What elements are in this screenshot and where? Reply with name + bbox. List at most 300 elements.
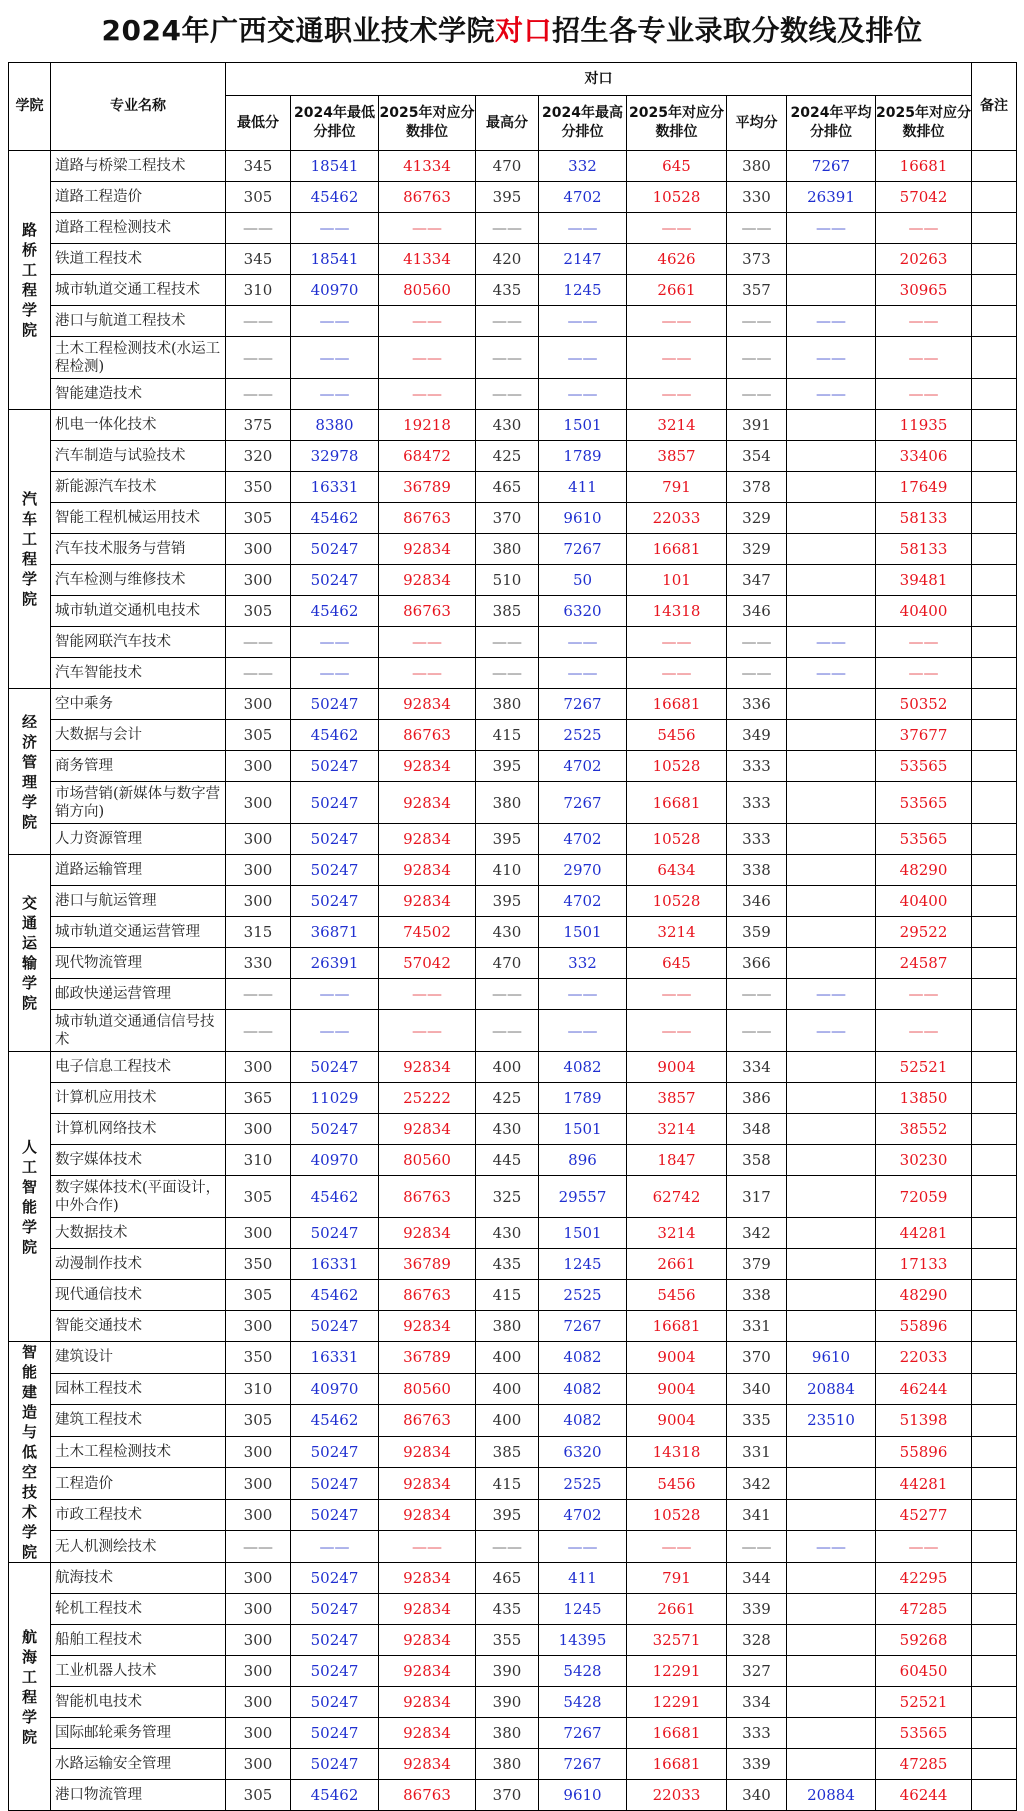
cell-min-rank-2025: —— [379, 306, 476, 337]
cell-max-rank-2024: 9610 [539, 503, 627, 534]
cell-max-rank-2025: —— [627, 306, 727, 337]
cell-note [972, 658, 1017, 689]
cell-min-rank-2025: 92834 [379, 534, 476, 565]
cell-avg-rank-2025: —— [876, 306, 972, 337]
cell-min-score: 300 [226, 751, 291, 782]
cell-note [972, 441, 1017, 472]
cell-avg-score: 379 [727, 1249, 787, 1280]
cell-avg-rank-2024: 9610 [787, 1342, 876, 1374]
cell-max-score: 415 [476, 1280, 539, 1311]
cell-min-score: 305 [226, 596, 291, 627]
cell-min-rank-2025: 86763 [379, 720, 476, 751]
major-name: 现代通信技术 [51, 1280, 226, 1311]
cell-avg-rank-2025: 33406 [876, 441, 972, 472]
cell-avg-rank-2025: 44281 [876, 1468, 972, 1500]
cell-avg-rank-2024 [787, 534, 876, 565]
cell-avg-score: —— [727, 379, 787, 410]
college-name: 路桥工程学院 [9, 151, 51, 410]
cell-min-rank-2025: 92834 [379, 1625, 476, 1656]
cell-avg-rank-2024 [787, 441, 876, 472]
cell-max-rank-2025: 645 [627, 948, 727, 979]
cell-avg-rank-2025: 30230 [876, 1145, 972, 1176]
cell-min-rank-2024: 50247 [291, 1218, 379, 1249]
cell-avg-rank-2024 [787, 503, 876, 534]
cell-avg-rank-2025: 53565 [876, 751, 972, 782]
cell-min-rank-2025: —— [379, 1010, 476, 1052]
cell-avg-rank-2025: 17649 [876, 472, 972, 503]
cell-max-score: 380 [476, 534, 539, 565]
cell-max-rank-2024: 7267 [539, 534, 627, 565]
major-name: 动漫制作技术 [51, 1249, 226, 1280]
cell-min-score: 315 [226, 917, 291, 948]
table-row [9, 1499, 1017, 1531]
cell-note [972, 1083, 1017, 1114]
major-name: 新能源汽车技术 [51, 472, 226, 503]
cell-avg-rank-2024 [787, 720, 876, 751]
cell-min-rank-2025: 80560 [379, 1373, 476, 1405]
cell-min-rank-2024: 36871 [291, 917, 379, 948]
major-name: 国际邮轮乘务管理 [51, 1718, 226, 1749]
cell-min-rank-2025: 36789 [379, 472, 476, 503]
cell-min-score: 300 [226, 1656, 291, 1687]
cell-max-score: 395 [476, 886, 539, 917]
cell-max-rank-2024: 7267 [539, 1749, 627, 1780]
cell-max-rank-2024: 411 [539, 472, 627, 503]
cell-note [972, 244, 1017, 275]
cell-min-rank-2025: 86763 [379, 503, 476, 534]
major-name: 机电一体化技术 [51, 410, 226, 441]
cell-avg-rank-2025: 17133 [876, 1249, 972, 1280]
cell-avg-score: 340 [727, 1373, 787, 1405]
cell-note [972, 720, 1017, 751]
cell-max-score: 435 [476, 275, 539, 306]
major-name: 道路运输管理 [51, 855, 226, 886]
major-name: 智能交通技术 [51, 1311, 226, 1342]
major-name: 无人机测绘技术 [51, 1531, 226, 1563]
cell-min-rank-2025: —— [379, 627, 476, 658]
cell-max-score: 430 [476, 1218, 539, 1249]
cell-max-score: 355 [476, 1625, 539, 1656]
cell-avg-score: 348 [727, 1114, 787, 1145]
cell-avg-rank-2024 [787, 1687, 876, 1718]
cell-max-rank-2024: 7267 [539, 689, 627, 720]
table-row [9, 337, 1017, 379]
cell-min-score: 305 [226, 1280, 291, 1311]
cell-avg-score: —— [727, 658, 787, 689]
college-name: 交通运输学院 [9, 855, 51, 1052]
cell-avg-rank-2025: 37677 [876, 720, 972, 751]
major-name: 智能工程机械运用技术 [51, 503, 226, 534]
cell-max-rank-2024: 7267 [539, 782, 627, 824]
cell-max-rank-2025: 5456 [627, 1280, 727, 1311]
cell-max-rank-2025: 16681 [627, 1311, 727, 1342]
cell-max-rank-2024: 1789 [539, 1083, 627, 1114]
major-name: 土木工程检测技术(水运工程检测) [51, 337, 226, 379]
cell-note [972, 182, 1017, 213]
cell-avg-rank-2024: —— [787, 627, 876, 658]
cell-avg-rank-2024: —— [787, 658, 876, 689]
cell-avg-score: 341 [727, 1499, 787, 1531]
cell-min-rank-2025: —— [379, 337, 476, 379]
cell-avg-rank-2024 [787, 1656, 876, 1687]
page-title [8, 0, 1016, 62]
cell-note [972, 337, 1017, 379]
cell-max-rank-2025: 3857 [627, 441, 727, 472]
cell-max-score: 390 [476, 1687, 539, 1718]
table-row [9, 1083, 1017, 1114]
cell-min-rank-2024: 18541 [291, 151, 379, 182]
cell-avg-score: 331 [727, 1436, 787, 1468]
cell-avg-rank-2024 [787, 751, 876, 782]
cell-avg-rank-2025: 48290 [876, 1280, 972, 1311]
cell-min-score: 305 [226, 1176, 291, 1218]
major-name: 城市轨道交通运营管理 [51, 917, 226, 948]
cell-avg-rank-2024 [787, 1249, 876, 1280]
cell-note [972, 503, 1017, 534]
cell-note [972, 1780, 1017, 1811]
cell-min-rank-2024: 8380 [291, 410, 379, 441]
table-row [9, 1687, 1017, 1718]
cell-avg-rank-2024 [787, 1468, 876, 1500]
cell-avg-rank-2025: 55896 [876, 1436, 972, 1468]
cell-note [972, 534, 1017, 565]
cell-note [972, 824, 1017, 855]
cell-avg-rank-2024 [787, 824, 876, 855]
cell-max-rank-2024: 4082 [539, 1342, 627, 1374]
cell-avg-score: 344 [727, 1563, 787, 1594]
cell-avg-rank-2025: 58133 [876, 534, 972, 565]
cell-min-score: 330 [226, 948, 291, 979]
cell-avg-rank-2025: 47285 [876, 1594, 972, 1625]
cell-avg-rank-2025: 29522 [876, 917, 972, 948]
cell-max-rank-2024: 14395 [539, 1625, 627, 1656]
table-row [9, 658, 1017, 689]
cell-min-rank-2024: 40970 [291, 1373, 379, 1405]
cell-avg-score: 334 [727, 1052, 787, 1083]
cell-min-score: —— [226, 306, 291, 337]
cell-avg-rank-2024 [787, 1436, 876, 1468]
cell-min-score: 305 [226, 1780, 291, 1811]
college-name: 经济管理学院 [9, 689, 51, 855]
cell-avg-score: 378 [727, 472, 787, 503]
cell-min-rank-2024: 40970 [291, 1145, 379, 1176]
cell-min-score: 300 [226, 1468, 291, 1500]
cell-min-rank-2025: 74502 [379, 917, 476, 948]
table-row [9, 306, 1017, 337]
cell-min-rank-2025: 86763 [379, 1176, 476, 1218]
cell-max-rank-2024: 4702 [539, 1499, 627, 1531]
cell-avg-rank-2025: 48290 [876, 855, 972, 886]
cell-min-rank-2024: 50247 [291, 1436, 379, 1468]
cell-avg-score: 354 [727, 441, 787, 472]
cell-min-rank-2025: 68472 [379, 441, 476, 472]
cell-max-rank-2025: 3214 [627, 1218, 727, 1249]
cell-max-rank-2025: 2661 [627, 275, 727, 306]
cell-avg-score: —— [727, 337, 787, 379]
major-name: 道路工程造价 [51, 182, 226, 213]
cell-max-rank-2025: 791 [627, 1563, 727, 1594]
cell-min-rank-2025: 25222 [379, 1083, 476, 1114]
cell-max-rank-2025: 22033 [627, 503, 727, 534]
cell-min-score: 300 [226, 782, 291, 824]
cell-avg-score: 327 [727, 1656, 787, 1687]
cell-avg-rank-2024: 20884 [787, 1373, 876, 1405]
cell-min-rank-2024: 50247 [291, 1468, 379, 1500]
major-name: 汽车检测与维修技术 [51, 565, 226, 596]
table-row [9, 1594, 1017, 1625]
cell-min-rank-2025: 92834 [379, 1436, 476, 1468]
cell-max-rank-2024: 4702 [539, 182, 627, 213]
cell-avg-rank-2024 [787, 1499, 876, 1531]
cell-avg-score: —— [727, 627, 787, 658]
cell-note [972, 1656, 1017, 1687]
major-name: 园林工程技术 [51, 1373, 226, 1405]
cell-max-rank-2025: 3214 [627, 410, 727, 441]
major-name: 计算机网络技术 [51, 1114, 226, 1145]
cell-max-score: 325 [476, 1176, 539, 1218]
cell-max-score: 380 [476, 689, 539, 720]
cell-max-rank-2024: 1501 [539, 1218, 627, 1249]
table-row [9, 244, 1017, 275]
cell-avg-score: 330 [727, 182, 787, 213]
cell-max-rank-2025: 12291 [627, 1687, 727, 1718]
cell-avg-score: 357 [727, 275, 787, 306]
cell-max-rank-2024: 2525 [539, 720, 627, 751]
cell-min-score: 300 [226, 1749, 291, 1780]
cell-avg-score: 347 [727, 565, 787, 596]
cell-note [972, 410, 1017, 441]
cell-min-rank-2024: 50247 [291, 1718, 379, 1749]
cell-max-rank-2024: 5428 [539, 1687, 627, 1718]
major-name: 城市轨道交通工程技术 [51, 275, 226, 306]
cell-min-rank-2024: 16331 [291, 472, 379, 503]
cell-min-score: 300 [226, 1436, 291, 1468]
cell-avg-rank-2024: —— [787, 379, 876, 410]
cell-note [972, 1718, 1017, 1749]
cell-avg-rank-2024: 20884 [787, 1780, 876, 1811]
cell-avg-rank-2025: —— [876, 627, 972, 658]
cell-max-rank-2025: 9004 [627, 1052, 727, 1083]
cell-note [972, 1594, 1017, 1625]
cell-max-rank-2025: —— [627, 627, 727, 658]
major-name: 市场营销(新媒体与数字营销方向) [51, 782, 226, 824]
cell-min-score: —— [226, 213, 291, 244]
cell-note [972, 275, 1017, 306]
major-name: 汽车智能技术 [51, 658, 226, 689]
table-row [9, 1342, 1017, 1374]
cell-note [972, 782, 1017, 824]
cell-min-rank-2024: —— [291, 627, 379, 658]
cell-min-score: 300 [226, 1687, 291, 1718]
cell-avg-rank-2025: —— [876, 1010, 972, 1052]
cell-note [972, 1280, 1017, 1311]
major-name: 大数据技术 [51, 1218, 226, 1249]
cell-max-rank-2024: 6320 [539, 596, 627, 627]
cell-avg-rank-2024 [787, 1311, 876, 1342]
major-name: 轮机工程技术 [51, 1594, 226, 1625]
cell-max-rank-2024: 4082 [539, 1052, 627, 1083]
cell-min-rank-2024: —— [291, 213, 379, 244]
cell-max-rank-2025: —— [627, 379, 727, 410]
cell-min-rank-2024: —— [291, 379, 379, 410]
cell-max-score: 380 [476, 1749, 539, 1780]
cell-min-score: 350 [226, 472, 291, 503]
cell-min-rank-2024: 50247 [291, 782, 379, 824]
title-highlight: 对口 [494, 14, 552, 47]
cell-min-score: 350 [226, 1342, 291, 1374]
cell-avg-rank-2025: 16681 [876, 151, 972, 182]
cell-max-score: 445 [476, 1145, 539, 1176]
cell-max-rank-2025: 10528 [627, 824, 727, 855]
major-name: 智能机电技术 [51, 1687, 226, 1718]
college-name: 汽车工程学院 [9, 410, 51, 689]
cell-min-rank-2024: 50247 [291, 1687, 379, 1718]
cell-min-score: 375 [226, 410, 291, 441]
college-name: 人工智能学院 [9, 1052, 51, 1342]
cell-max-rank-2025: 3214 [627, 1114, 727, 1145]
cell-min-rank-2024: 16331 [291, 1342, 379, 1374]
cell-max-rank-2024: 2147 [539, 244, 627, 275]
table-row [9, 379, 1017, 410]
cell-note [972, 1625, 1017, 1656]
cell-avg-rank-2024: —— [787, 1010, 876, 1052]
cell-avg-rank-2025: 20263 [876, 244, 972, 275]
cell-avg-rank-2024 [787, 472, 876, 503]
cell-min-rank-2024: 11029 [291, 1083, 379, 1114]
cell-min-score: 300 [226, 1114, 291, 1145]
cell-max-score: 400 [476, 1052, 539, 1083]
cell-min-score: 300 [226, 1499, 291, 1531]
cell-max-rank-2025: 10528 [627, 886, 727, 917]
cell-max-rank-2025: 14318 [627, 1436, 727, 1468]
cell-avg-rank-2024 [787, 1052, 876, 1083]
cell-min-rank-2024: —— [291, 979, 379, 1010]
cell-max-score: 410 [476, 855, 539, 886]
cell-max-score: 435 [476, 1249, 539, 1280]
cell-note [972, 1249, 1017, 1280]
cell-max-score: 380 [476, 782, 539, 824]
cell-avg-rank-2025: 30965 [876, 275, 972, 306]
cell-avg-score: 331 [727, 1311, 787, 1342]
table-row [9, 1749, 1017, 1780]
cell-max-rank-2025: 10528 [627, 1499, 727, 1531]
cell-max-score: 430 [476, 917, 539, 948]
cell-max-rank-2024: —— [539, 627, 627, 658]
cell-note [972, 1687, 1017, 1718]
cell-avg-score: 328 [727, 1625, 787, 1656]
cell-avg-rank-2025: 39481 [876, 565, 972, 596]
cell-avg-rank-2025: 45277 [876, 1499, 972, 1531]
header-min-rank-2024: 2024年最低分排位 [291, 96, 379, 151]
cell-min-rank-2024: —— [291, 306, 379, 337]
cell-avg-rank-2024: —— [787, 1531, 876, 1563]
cell-min-rank-2024: 18541 [291, 244, 379, 275]
cell-max-rank-2024: 2970 [539, 855, 627, 886]
cell-max-score: —— [476, 306, 539, 337]
cell-min-rank-2024: 45462 [291, 596, 379, 627]
cell-min-score: 300 [226, 886, 291, 917]
cell-avg-rank-2024 [787, 1145, 876, 1176]
cell-avg-rank-2025: 40400 [876, 886, 972, 917]
cell-avg-rank-2024: —— [787, 213, 876, 244]
cell-avg-rank-2024 [787, 596, 876, 627]
cell-min-rank-2024: 50247 [291, 565, 379, 596]
cell-max-rank-2024: 2525 [539, 1280, 627, 1311]
cell-avg-score: 329 [727, 534, 787, 565]
cell-min-score: 305 [226, 720, 291, 751]
cell-max-rank-2025: 16681 [627, 1718, 727, 1749]
major-name: 港口物流管理 [51, 1780, 226, 1811]
cell-min-rank-2024: 50247 [291, 1749, 379, 1780]
cell-avg-score: 338 [727, 1280, 787, 1311]
cell-min-score: —— [226, 337, 291, 379]
major-name: 邮政快递运营管理 [51, 979, 226, 1010]
cell-avg-rank-2024 [787, 565, 876, 596]
table-row [9, 1114, 1017, 1145]
cell-max-rank-2024: 332 [539, 948, 627, 979]
cell-max-score: —— [476, 979, 539, 1010]
cell-min-rank-2024: 45462 [291, 1405, 379, 1437]
cell-avg-rank-2024 [787, 1083, 876, 1114]
cell-min-score: 305 [226, 1405, 291, 1437]
cell-max-rank-2024: 332 [539, 151, 627, 182]
cell-min-score: —— [226, 658, 291, 689]
cell-min-rank-2025: 36789 [379, 1342, 476, 1374]
major-name: 智能建造技术 [51, 379, 226, 410]
cell-max-score: 370 [476, 1780, 539, 1811]
cell-note [972, 1563, 1017, 1594]
title-part-1: 2024年广西交通职业技术学院 [101, 14, 495, 47]
table-row [9, 824, 1017, 855]
cell-avg-rank-2024: 7267 [787, 151, 876, 182]
cell-max-score: 430 [476, 410, 539, 441]
cell-avg-rank-2025: 72059 [876, 1176, 972, 1218]
cell-note [972, 1218, 1017, 1249]
cell-avg-rank-2024 [787, 244, 876, 275]
cell-min-rank-2024: 50247 [291, 1625, 379, 1656]
cell-avg-score: 335 [727, 1405, 787, 1437]
cell-min-rank-2024: 50247 [291, 534, 379, 565]
table-row [9, 782, 1017, 824]
major-name: 铁道工程技术 [51, 244, 226, 275]
cell-min-rank-2024: 50247 [291, 824, 379, 855]
cell-max-rank-2025: 2661 [627, 1249, 727, 1280]
college-name: 航海工程学院 [9, 1563, 51, 1811]
cell-min-rank-2024: 50247 [291, 886, 379, 917]
cell-min-rank-2024: 16331 [291, 1249, 379, 1280]
cell-min-rank-2025: 92834 [379, 751, 476, 782]
major-name: 数字媒体技术(平面设计，中外合作) [51, 1176, 226, 1218]
major-name: 工业机器人技术 [51, 1656, 226, 1687]
cell-avg-rank-2025: 53565 [876, 824, 972, 855]
cell-min-score: —— [226, 979, 291, 1010]
cell-max-rank-2024: 1501 [539, 1114, 627, 1145]
cell-max-score: 380 [476, 1311, 539, 1342]
cell-min-score: 300 [226, 534, 291, 565]
header-avg-rank-2025: 2025年对应分数排位 [876, 96, 972, 151]
cell-avg-score: 333 [727, 824, 787, 855]
header-note: 备注 [972, 63, 1017, 151]
cell-note [972, 596, 1017, 627]
table-row [9, 627, 1017, 658]
cell-avg-score: 358 [727, 1145, 787, 1176]
cell-avg-score: 339 [727, 1749, 787, 1780]
cell-max-rank-2024: 4702 [539, 751, 627, 782]
cell-max-rank-2025: 645 [627, 151, 727, 182]
cell-max-score: 400 [476, 1405, 539, 1437]
cell-avg-rank-2024 [787, 855, 876, 886]
cell-avg-rank-2024 [787, 1563, 876, 1594]
